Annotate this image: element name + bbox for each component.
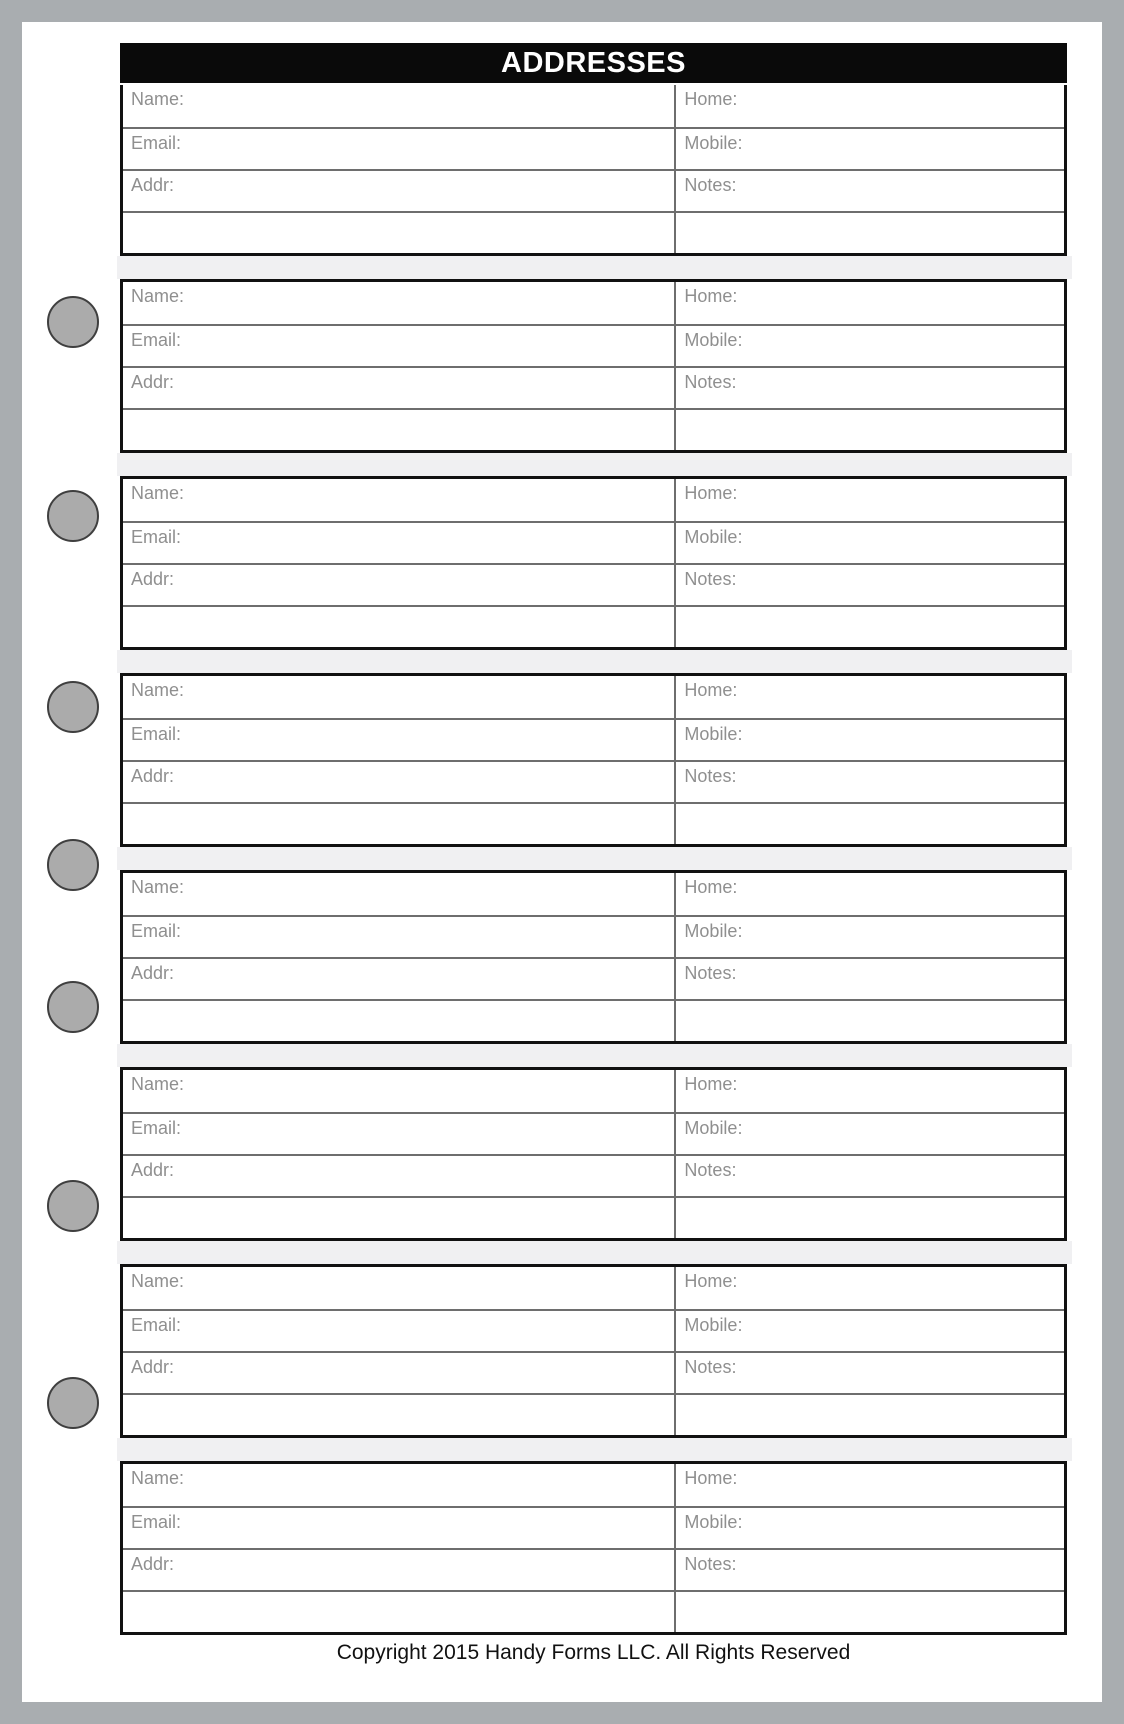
left-field-cell — [123, 873, 674, 915]
right-field-cell — [674, 1353, 1064, 1393]
field-label: Home: — [684, 89, 738, 109]
block-divider-band — [117, 256, 1072, 279]
empty-row — [123, 802, 1064, 844]
left-empty-cell — [123, 1592, 674, 1632]
field-label: Email: — [131, 527, 182, 547]
field-row — [123, 1112, 1064, 1154]
field-row — [123, 85, 1064, 127]
empty-row — [123, 999, 1064, 1041]
left-empty-cell — [123, 1198, 674, 1238]
block-divider-band — [117, 1438, 1072, 1461]
right-field-cell — [674, 523, 1064, 563]
field-label: Email: — [131, 133, 182, 153]
left-field-cell — [123, 762, 674, 802]
right-empty-cell — [674, 410, 1064, 450]
right-empty-cell — [674, 213, 1064, 253]
field-row — [123, 563, 1064, 605]
field-label: Email: — [131, 1512, 182, 1532]
right-field-cell — [674, 368, 1064, 408]
binder-hole — [47, 1180, 99, 1232]
empty-row — [123, 408, 1064, 450]
field-label: Email: — [131, 724, 182, 744]
address-block — [120, 673, 1067, 847]
field-row — [123, 915, 1064, 957]
field-label: Name: — [131, 1468, 185, 1488]
field-label: Home: — [684, 1074, 738, 1094]
right-empty-cell — [674, 804, 1064, 844]
right-field-cell — [674, 129, 1064, 169]
right-field-cell — [674, 1114, 1064, 1154]
right-field-cell — [674, 720, 1064, 760]
field-label: Addr: — [131, 569, 175, 589]
address-block — [120, 1461, 1067, 1635]
left-field-cell — [123, 959, 674, 999]
left-empty-cell — [123, 804, 674, 844]
address-block — [120, 476, 1067, 650]
left-empty-cell — [123, 1001, 674, 1041]
field-label: Mobile: — [684, 1512, 743, 1532]
field-label: Email: — [131, 330, 182, 350]
right-field-cell — [674, 1267, 1064, 1309]
copyright-text: Copyright 2015 Handy Forms LLC. All Rights Reserved — [336, 1641, 851, 1664]
empty-row — [123, 1590, 1064, 1632]
field-row — [123, 957, 1064, 999]
left-field-cell — [123, 171, 674, 211]
right-field-cell — [674, 676, 1064, 718]
right-field-cell — [674, 873, 1064, 915]
field-row — [123, 366, 1064, 408]
field-row — [123, 1548, 1064, 1590]
field-row — [123, 169, 1064, 211]
right-field-cell — [674, 959, 1064, 999]
field-label: Notes: — [684, 963, 737, 983]
field-row — [123, 521, 1064, 563]
binder-hole — [47, 490, 99, 542]
empty-row — [123, 1196, 1064, 1238]
block-divider-band — [117, 847, 1072, 870]
right-empty-cell — [674, 1198, 1064, 1238]
left-field-cell — [123, 1114, 674, 1154]
left-field-cell — [123, 282, 674, 324]
address-block — [120, 1067, 1067, 1241]
field-label: Notes: — [684, 766, 737, 786]
field-row — [123, 1351, 1064, 1393]
binder-hole — [47, 981, 99, 1033]
field-label: Home: — [684, 1468, 738, 1488]
field-label: Notes: — [684, 569, 737, 589]
left-empty-cell — [123, 213, 674, 253]
block-divider-band — [117, 1044, 1072, 1067]
field-label: Notes: — [684, 1160, 737, 1180]
field-label: Mobile: — [684, 921, 743, 941]
field-row — [123, 1154, 1064, 1196]
paper-page — [22, 22, 1102, 1702]
field-label: Name: — [131, 1271, 185, 1291]
field-label: Email: — [131, 1315, 182, 1335]
left-field-cell — [123, 523, 674, 563]
field-label: Home: — [684, 877, 738, 897]
page-title: ADDRESSES — [501, 47, 686, 79]
field-label: Email: — [131, 1118, 182, 1138]
left-field-cell — [123, 1353, 674, 1393]
right-field-cell — [674, 1464, 1064, 1506]
left-field-cell — [123, 1550, 674, 1590]
left-field-cell — [123, 1267, 674, 1309]
field-label: Home: — [684, 1271, 738, 1291]
block-divider-band — [117, 650, 1072, 673]
address-block — [120, 85, 1067, 256]
left-empty-cell — [123, 410, 674, 450]
field-label: Addr: — [131, 175, 175, 195]
field-row — [123, 718, 1064, 760]
right-field-cell — [674, 1156, 1064, 1196]
field-label: Mobile: — [684, 133, 743, 153]
field-label: Addr: — [131, 1160, 175, 1180]
field-row — [123, 760, 1064, 802]
field-label: Mobile: — [684, 1118, 743, 1138]
address-block — [120, 1264, 1067, 1438]
field-label: Addr: — [131, 1357, 175, 1377]
field-label: Addr: — [131, 372, 175, 392]
right-field-cell — [674, 565, 1064, 605]
field-row — [123, 324, 1064, 366]
address-blocks — [120, 85, 1067, 1635]
right-field-cell — [674, 479, 1064, 521]
field-row — [123, 1506, 1064, 1548]
field-label: Addr: — [131, 963, 175, 983]
right-empty-cell — [674, 1395, 1064, 1435]
field-label: Home: — [684, 286, 738, 306]
left-field-cell — [123, 720, 674, 760]
right-field-cell — [674, 1550, 1064, 1590]
right-field-cell — [674, 1311, 1064, 1351]
field-label: Mobile: — [684, 1315, 743, 1335]
left-field-cell — [123, 1311, 674, 1351]
field-label: Name: — [131, 89, 185, 109]
right-field-cell — [674, 1508, 1064, 1548]
field-row — [123, 1267, 1064, 1309]
field-row — [123, 127, 1064, 169]
empty-row — [123, 1393, 1064, 1435]
left-field-cell — [123, 917, 674, 957]
empty-row — [123, 211, 1064, 253]
field-label: Notes: — [684, 372, 737, 392]
left-field-cell — [123, 1156, 674, 1196]
field-label: Name: — [131, 483, 185, 503]
field-label: Name: — [131, 1074, 185, 1094]
field-label: Name: — [131, 877, 185, 897]
block-divider-band — [117, 453, 1072, 476]
field-label: Mobile: — [684, 527, 743, 547]
left-field-cell — [123, 1070, 674, 1112]
field-label: Home: — [684, 483, 738, 503]
binder-hole — [47, 681, 99, 733]
right-field-cell — [674, 917, 1064, 957]
field-row — [123, 1464, 1064, 1506]
field-label: Addr: — [131, 1554, 175, 1574]
left-empty-cell — [123, 1395, 674, 1435]
right-field-cell — [674, 762, 1064, 802]
field-label: Name: — [131, 286, 185, 306]
field-row — [123, 1070, 1064, 1112]
left-empty-cell — [123, 607, 674, 647]
left-field-cell — [123, 326, 674, 366]
field-row — [123, 479, 1064, 521]
field-row — [123, 282, 1064, 324]
form-title-bar — [120, 43, 1067, 83]
binder-hole — [47, 1377, 99, 1429]
field-label: Home: — [684, 680, 738, 700]
right-field-cell — [674, 326, 1064, 366]
left-field-cell — [123, 479, 674, 521]
address-block — [120, 870, 1067, 1044]
block-divider-band — [117, 1241, 1072, 1264]
binder-hole — [47, 296, 99, 348]
left-field-cell — [123, 1464, 674, 1506]
left-field-cell — [123, 129, 674, 169]
field-label: Name: — [131, 680, 185, 700]
binder-hole — [47, 839, 99, 891]
field-label: Mobile: — [684, 330, 743, 350]
field-row — [123, 1309, 1064, 1351]
addresses-form — [120, 43, 1067, 1665]
field-label: Email: — [131, 921, 182, 941]
address-block — [120, 279, 1067, 453]
field-label: Mobile: — [684, 724, 743, 744]
right-empty-cell — [674, 607, 1064, 647]
left-field-cell — [123, 565, 674, 605]
left-field-cell — [123, 676, 674, 718]
left-field-cell — [123, 1508, 674, 1548]
left-field-cell — [123, 368, 674, 408]
field-label: Notes: — [684, 175, 737, 195]
right-field-cell — [674, 85, 1064, 127]
right-field-cell — [674, 282, 1064, 324]
field-label: Addr: — [131, 766, 175, 786]
field-label: Notes: — [684, 1357, 737, 1377]
left-field-cell — [123, 85, 674, 127]
field-row — [123, 676, 1064, 718]
field-label: Notes: — [684, 1554, 737, 1574]
right-empty-cell — [674, 1001, 1064, 1041]
right-field-cell — [674, 1070, 1064, 1112]
right-field-cell — [674, 171, 1064, 211]
empty-row — [123, 605, 1064, 647]
right-empty-cell — [674, 1592, 1064, 1632]
field-row — [123, 873, 1064, 915]
